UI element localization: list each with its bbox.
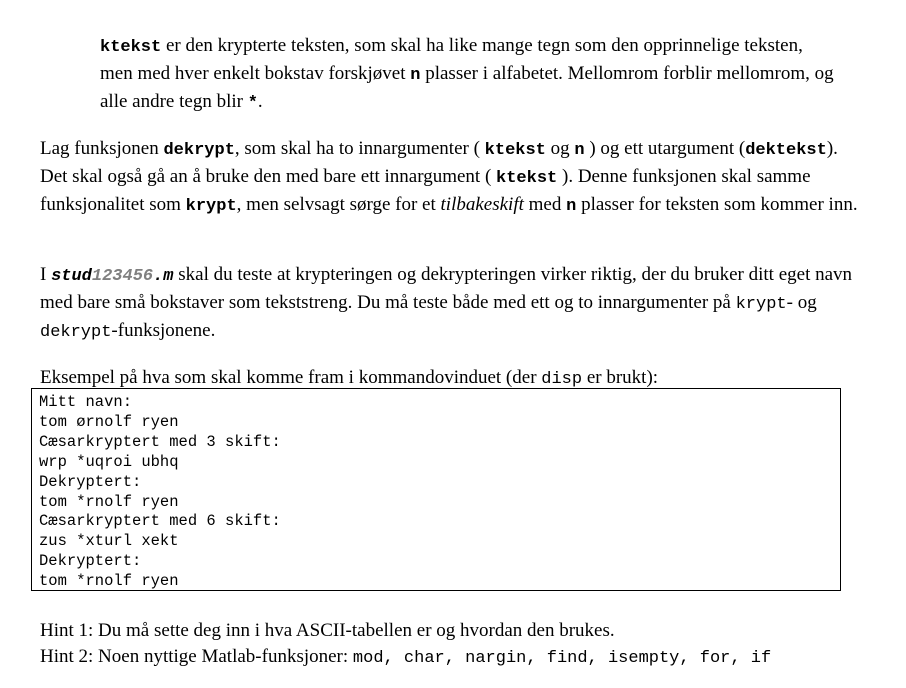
- hint-2-prefix: Hint 2: Noen nyttige Matlab-funksjoner:: [40, 646, 353, 667]
- code-dekrypt: dekrypt: [163, 141, 235, 160]
- text: ) og ett utargument (: [584, 138, 746, 159]
- output-line: tom *rnolf ryen: [39, 572, 179, 591]
- text: med: [523, 194, 567, 215]
- output-line: Cæsarkryptert med 3 skift:: [39, 432, 281, 451]
- output-line: zus *xturl xekt: [39, 532, 179, 551]
- output-line: Dekryptert:: [39, 552, 142, 571]
- filename-number: 123456: [91, 267, 154, 286]
- output-line: Cæsarkryptert med 6 skift:: [39, 512, 281, 531]
- code-ktekst: ktekst: [100, 38, 162, 57]
- hint-1: Hint 1: Du må sette deg inn i hva ASCII-tabellen er og hvordan den brukes.: [40, 620, 615, 641]
- command-window-output: [31, 388, 841, 591]
- text: og: [545, 138, 575, 159]
- text: I: [40, 264, 52, 285]
- text: , som skal ha to innargumenter (: [234, 138, 485, 159]
- code-dekrypt: dekrypt: [40, 323, 112, 342]
- text: Eksempel på hva som skal komme fram i kommandovinduet (der: [40, 367, 542, 388]
- code-ktekst: ktekst: [484, 141, 546, 160]
- code-dektekst: dektekst: [745, 141, 827, 160]
- hint-2: [40, 644, 870, 672]
- text: , men selvsagt sørge for et: [236, 194, 441, 215]
- output-line: Mitt navn:: [39, 393, 133, 411]
- text: er brukt):: [582, 367, 659, 388]
- paragraph-dekrypt-task: [40, 136, 870, 220]
- code-ktekst: ktekst: [496, 169, 558, 188]
- text: - og: [786, 292, 817, 313]
- text: er den krypterte teksten, som skal ha like mange tegn som den opprinnelige teksten, men med hver enkelt bokstav forskjøvet: [100, 35, 803, 84]
- text: Lag funksjonen: [40, 138, 164, 159]
- code-krypt: krypt: [735, 295, 787, 314]
- italic-tilbakeskift: tilbakeskift: [440, 194, 524, 215]
- hint-2-functions: mod, char, nargin, find, isempty, for, if: [352, 649, 772, 668]
- filename-extension: .m: [153, 267, 174, 286]
- code-krypt: krypt: [185, 197, 237, 216]
- paragraph-ktekst-description: [100, 33, 840, 117]
- text: .: [257, 91, 263, 112]
- text: skal du teste at krypteringen og dekrypteringen virker riktig, der du bruker ditt eget navn med bare små bokstaver som tekststreng. Du må teste både med ett og to innargumenter på: [40, 264, 853, 313]
- hints-section: [40, 618, 870, 672]
- code-n: n: [566, 197, 577, 216]
- output-line: tom ørnolf ryen: [39, 412, 179, 431]
- output-line: Dekryptert:: [39, 472, 142, 491]
- code-n: n: [410, 66, 421, 85]
- code-asterisk: *: [247, 94, 258, 113]
- output-line: wrp *uqroi ubhq: [39, 452, 179, 471]
- text: ). Denne funksjonen skal samme funksjonalitet som: [40, 166, 811, 215]
- text: -funksjonene.: [111, 320, 216, 341]
- code-n: n: [574, 141, 585, 160]
- text: plasser i alfabetet. Mellomrom forblir mellomrom, og alle andre tegn blir: [100, 63, 834, 112]
- text: plasser for teksten som kommer inn.: [576, 194, 858, 215]
- paragraph-test-task: [40, 262, 870, 346]
- filename-prefix: stud: [51, 267, 92, 286]
- code-disp: disp: [541, 370, 583, 389]
- output-line: tom *rnolf ryen: [39, 492, 179, 511]
- text: ). Det skal også gå an å bruke den med bare ett innargument (: [40, 138, 838, 187]
